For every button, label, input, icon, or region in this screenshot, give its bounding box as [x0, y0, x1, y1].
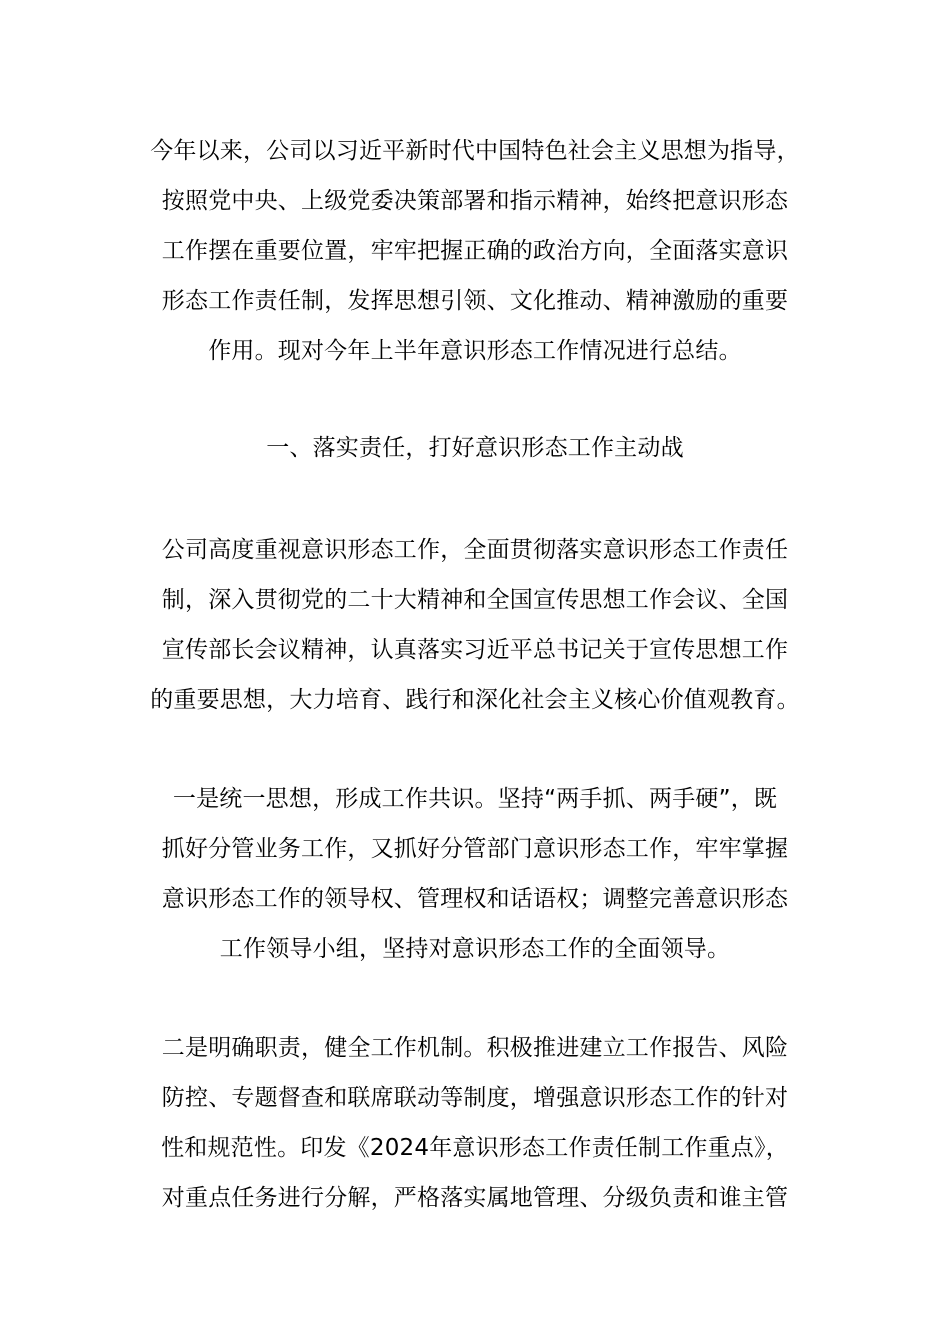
para3-line-3: 意识形态工作的领导权、管理权和话语权；调整完善意识形态	[161, 886, 789, 912]
intro-line-5: 作用。现对今年上半年意识形态工作情况进行总结。	[208, 338, 742, 364]
para2-line-3: 宣传部长会议精神，认真落实习近平总书记关于宣传思想工作	[161, 637, 789, 663]
intro-line-2: 按照党中央、上级党委决策部署和指示精神，始终把意识形态	[161, 188, 789, 214]
para2-line-1: 公司高度重视意识形态工作，全面贯彻落实意识形态工作责任	[161, 537, 789, 563]
section-heading: 一、落实责任，打好意识形态工作主动战	[266, 435, 684, 461]
para2-line-2: 制，深入贯彻党的二十大精神和全国宣传思想工作会议、全国	[161, 587, 789, 613]
para4-line-1: 二是明确职责，健全工作机制。积极推进建立工作报告、风险	[161, 1035, 789, 1061]
para3-line-4: 工作领导小组，坚持对意识形态工作的全面领导。	[219, 936, 731, 962]
intro-line-3: 工作摆在重要位置，牢牢把握正确的政治方向，全面落实意识	[161, 238, 789, 264]
para3-line-2: 抓好分管业务工作，又抓好分管部门意识形态工作，牢牢掌握	[161, 836, 789, 862]
para2-line-4: 的重要思想，大力培育、践行和深化社会主义核心价值观教育。	[150, 687, 800, 713]
intro-line-4: 形态工作责任制，发挥思想引领、文化推动、精神激励的重要	[161, 288, 789, 314]
para4-line-4: 对重点任务进行分解，严格落实属地管理、分级负责和谁主管	[161, 1185, 789, 1211]
para3-line-1: 一是统一思想，形成工作共识。坚持“两手抓、两手硬”，既	[172, 786, 778, 812]
intro-line-1: 今年以来，公司以习近平新时代中国特色社会主义思想为指导，	[150, 138, 800, 164]
para4-line-2: 防控、专题督查和联席联动等制度，增强意识形态工作的针对	[161, 1085, 789, 1111]
para4-line-3: 性和规范性。印发《2024年意识形态工作责任制工作重点》，	[161, 1135, 789, 1161]
